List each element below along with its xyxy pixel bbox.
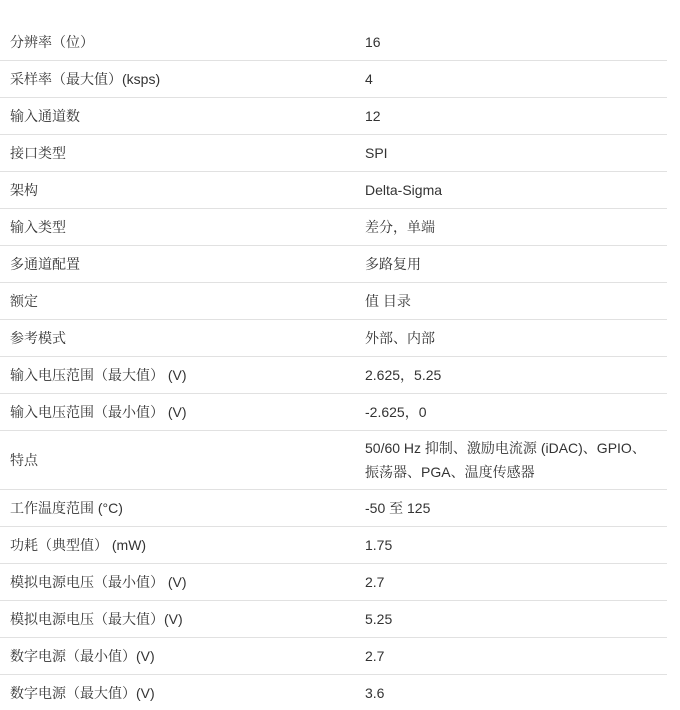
- spec-value: 16: [365, 34, 381, 50]
- spec-label: 模拟电源电压（最大值）(V): [10, 611, 183, 627]
- spec-label: 采样率（最大值）(ksps): [10, 71, 161, 87]
- spec-label: 输入通道数: [10, 108, 80, 124]
- spec-row: [0, 675, 667, 710]
- spec-row: [0, 172, 667, 209]
- spec-label: 工作温度范围 (°C): [10, 500, 123, 516]
- spec-value: -2.625，0: [365, 404, 427, 420]
- spec-row: [0, 357, 667, 394]
- spec-label: 输入类型: [10, 219, 66, 235]
- spec-value: 3.6: [365, 685, 385, 701]
- spec-value: 1.75: [365, 537, 393, 553]
- spec-row: [0, 394, 667, 431]
- spec-row: [0, 527, 667, 564]
- spec-label: 额定: [10, 293, 38, 309]
- spec-value: Delta-Sigma: [365, 182, 443, 198]
- spec-row: [0, 61, 667, 98]
- spec-label: 输入电压范围（最小值） (V): [10, 404, 187, 420]
- spec-value: 50/60 Hz 抑制、激励电流源 (iDAC)、GPIO、振荡器、PGA、温度传感器: [365, 440, 646, 480]
- spec-value: SPI: [365, 145, 388, 161]
- spec-label: 数字电源（最小值）(V): [10, 648, 155, 664]
- spec-label: 模拟电源电压（最小值） (V): [10, 574, 187, 590]
- spec-row: [0, 246, 667, 283]
- spec-label: 架构: [10, 182, 38, 198]
- spec-label: 数字电源（最大值）(V): [10, 685, 155, 701]
- spec-label: 分辨率（位）: [10, 34, 94, 50]
- spec-row: [0, 638, 667, 675]
- spec-row: [0, 601, 667, 638]
- spec-label: 接口类型: [10, 145, 66, 161]
- spec-value: 2.7: [365, 648, 385, 664]
- spec-value: 2.625，5.25: [365, 367, 442, 383]
- spec-value: 多路复用: [365, 256, 421, 272]
- spec-row: [0, 320, 667, 357]
- spec-row: [0, 209, 667, 246]
- spec-label: 输入电压范围（最大值） (V): [10, 367, 187, 383]
- spec-value: 12: [365, 108, 381, 124]
- spec-row: [0, 490, 667, 527]
- spec-value: 5.25: [365, 611, 393, 627]
- spec-row: [0, 98, 667, 135]
- spec-row: [0, 283, 667, 320]
- spec-value: 外部、内部: [365, 330, 435, 346]
- spec-row: [0, 431, 667, 490]
- spec-value: 2.7: [365, 574, 385, 590]
- spec-row: [0, 24, 667, 61]
- spec-value: -50 至 125: [365, 500, 431, 516]
- spec-label: 特点: [10, 452, 38, 468]
- spec-label: 多通道配置: [10, 256, 80, 272]
- spec-table: [0, 24, 667, 710]
- spec-row: [0, 564, 667, 601]
- spec-value: 值 目录: [365, 293, 411, 309]
- spec-row: [0, 135, 667, 172]
- spec-value: 差分，单端: [365, 219, 435, 235]
- spec-value: 4: [365, 71, 373, 87]
- spec-label: 功耗（典型值） (mW): [10, 537, 147, 553]
- spec-table-body: [0, 24, 667, 710]
- spec-label: 参考模式: [10, 330, 66, 346]
